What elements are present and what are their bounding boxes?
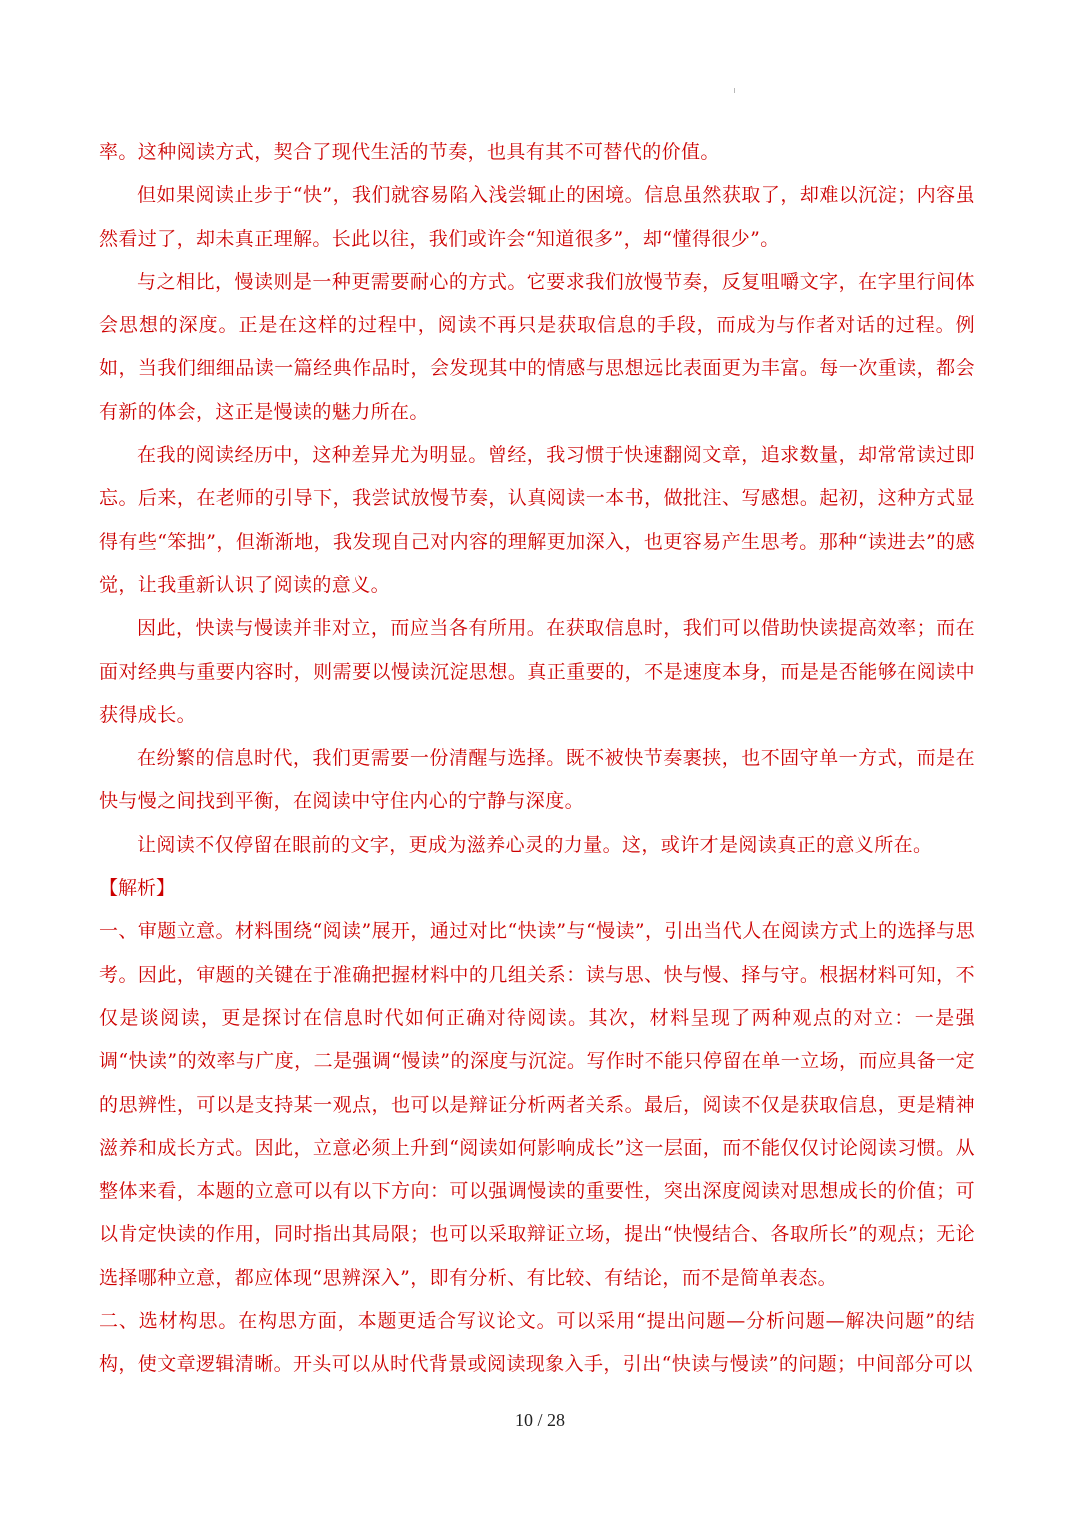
essay-paragraph: 在纷繁的信息时代，我们更需要一份清醒与选择。既不被快节奏裹挟，也不固守单一方式，而是在快与慢之间找到平衡，在阅读中守住内心的宁静与深度。 — [99, 747, 975, 813]
essay-paragraph: 与之相比，慢读则是一种更需要耐心的方式。它要求我们放慢节奏，反复咀嚼文字，在字里行间体会思想的深度。正是在这样的过程中，阅读不再只是获取信息的手段，而成为与作者对话的过程。例如，当我们细细品读一篇经典作品时，会发现其中的情感与思想远比表面更为丰富。每一次重读，都会有新的体会，这正是慢读的魅力所在。 — [99, 270, 975, 423]
analysis-paragraph: 二、选材构思。在构思方面，本题更适合写议论文。可以采用“提出问题—分析问题—解决问题”的结构，使文章逻辑清晰。开头可以从时代背景或阅读现象入手，引出“快读与慢读”的问题；中间部分可以 — [99, 1310, 975, 1376]
analysis-paragraph: 一、审题立意。材料围绕“阅读”展开，通过对比“快读”与“慢读”，引出当代人在阅读方式上的选择与思考。因此，审题的关键在于准确把握材料中的几组关系：读与思、快与慢、择与守。根据材料可知，不仅是谈阅读，更是探讨在信息时代如何正确对待阅读。其次，材料呈现了两种观点的对立：一是强调“快读”的效率与广度，二是强调“慢读”的深度与沉淀。写作时不能只停留在单一立场，而应具备一定的思辨性，可以是支持某一观点，也可以是辩证分析两者关系。最后，阅读不仅是获取信息，更是精神滋养和成长方式。因此，立意必须上升到“阅读如何影响成长”这一层面，而不能仅仅讨论阅读习惯。从整体来看，本题的立意可以有以下方向：可以强调慢读的重要性，突出深度阅读对思想成长的价值；可以肯定快读的作用，同时指出其局限；也可以采取辩证立场，提出“快慢结合、各取所长”的观点；无论选择哪种立意，都应体现“思辨深入”，即有分析、有比较、有结论，而不是简单表态。 — [99, 920, 975, 1289]
page-tick-mark — [734, 88, 735, 93]
essay-paragraph: 在我的阅读经历中，这种差异尤为明显。曾经，我习惯于快速翻阅文章，追求数量，却常常读过即忘。后来，在老师的引导下，我尝试放慢节奏，认真阅读一本书，做批注、写感想。起初，这种方式显得有些“笨拙”，但渐渐地，我发现自己对内容的理解更加深入，也更容易产生思考。那种“读进去”的感觉，让我重新认识了阅读的意义。 — [99, 444, 975, 596]
essay-paragraph-continuation: 率。这种阅读方式，契合了现代生活的节奏，也具有其不可替代的价值。 — [99, 141, 720, 163]
analysis-heading: 【解析】 — [99, 877, 176, 900]
essay-paragraph: 让阅读不仅停留在眼前的文字，更成为滋养心灵的力量。这，或许才是阅读真正的意义所在。 — [137, 833, 933, 856]
document-body — [99, 131, 975, 1387]
essay-paragraph: 因此，快读与慢读并非对立，而应当各有所用。在获取信息时，我们可以借助快读提高效率；而在面对经典与重要内容时，则需要以慢读沉淀思想。真正重要的，不是速度本身，而是是否能够在阅读中获得成长。 — [99, 617, 975, 726]
essay-paragraph: 但如果阅读止步于“快”，我们就容易陷入浅尝辄止的困境。信息虽然获取了，却难以沉淀；内容虽然看过了，却未真正理解。长此以往，我们或许会“知道很多”，却“懂得很少”。 — [99, 184, 975, 250]
page-number: 10 / 28 — [514, 1410, 565, 1430]
